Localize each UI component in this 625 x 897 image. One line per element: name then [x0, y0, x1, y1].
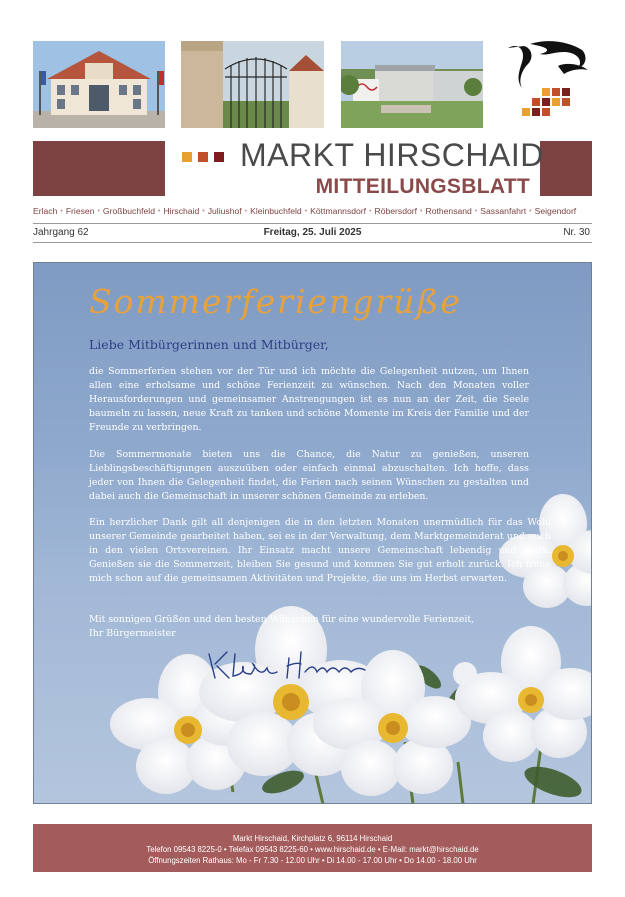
village-separator: •	[97, 207, 100, 215]
mayor-signature	[205, 644, 375, 684]
hirschaid-logo	[500, 40, 592, 118]
village-name: Köttmannsdorf	[310, 206, 367, 216]
village-name: Röbersdorf	[374, 206, 418, 216]
village-name: Friesen	[65, 206, 95, 216]
village-list	[33, 206, 593, 216]
closing-signoff: Ihr Bürgermeister	[89, 628, 176, 639]
issue-number: Nr. 30	[563, 227, 590, 238]
village-separator: •	[529, 207, 532, 215]
building-photo	[341, 41, 483, 128]
greeting-panel	[33, 262, 592, 804]
village-separator: •	[202, 207, 205, 215]
footer-address: Markt Hirschaid, Kirchplatz 6, 96114 Hirschaid	[232, 834, 393, 843]
village-separator: •	[420, 207, 423, 215]
masthead-title: MARKT HIRSCHAID	[240, 137, 544, 173]
issue-date: Freitag, 25. Juli 2025	[263, 227, 362, 238]
village-name: Hirschaid	[163, 206, 200, 216]
village-separator: •	[244, 207, 248, 215]
paragraph: die Sommerferien stehen vor der Tür und ich möchte die Gelegenheit nutzen, um Ihnen allen eine erholsame und schöne Ferienzeit zu wünschen. Nach den Monaten voller Herausforderungen und gemeinsamer Anstrengungen ist es nun an der Zeit, die Seele baumeln zu lassen, neue Kraft zu tanken und schöne Momente im Kreis der Familie und der Freunde zu verbringen.	[89, 366, 529, 433]
village-separator: •	[474, 207, 478, 215]
brand-square	[198, 152, 208, 162]
header-color-block-right	[540, 141, 592, 196]
header-color-block-left	[33, 141, 165, 196]
divider	[33, 223, 592, 224]
village-name: Sassanfahrt	[480, 206, 527, 216]
village-separator: •	[60, 207, 63, 215]
brand-square	[182, 152, 192, 162]
footer	[33, 824, 592, 872]
footer-hours: Öffnungszeiten Rathaus: Mo - Fr 7.30 - 12.00 Uhr • Di 14.00 - 17.00 Uhr • Do 14.00 - 18.00 Uhr	[148, 856, 477, 865]
greeting-title: Sommerferiengrüße	[89, 282, 462, 321]
village-separator: •	[304, 207, 308, 215]
village-separator: •	[158, 207, 161, 215]
village-name: Kleinbuchfeld	[250, 206, 302, 216]
village-name: Erlach	[33, 206, 58, 216]
salutation: Liebe Mitbürgerinnen und Mitbürger,	[89, 337, 329, 352]
paragraph: Die Sommermonate bieten uns die Chance, die Natur zu genießen, unseren Lieblingsbeschäftigungen auszuüben oder einfach einmal abzuschalten. Ich hoffe, dass jeder von Ihnen die Gelegenheit findet, die Ferien nach seinen Wünschen zu gestalten und dabei auch die Gemeinschaft in unserer schönen Gemeinde zu erleben.	[89, 449, 529, 502]
closing	[89, 613, 474, 641]
paragraph: Ein herzlicher Dank gilt all denjenigen die in den letzten Monaten unermüdlich für das Wohl unserer Gemeinde gearbeitet haben, sei es in der Verwaltung, dem Marktgemeinderat und auch in den vielen Ortsvereinen. Ihr Einsatz macht unsere Gemeinschaft lebendig und stark. Genießen sie die Sommerzeit, bleiben Sie gesund und kommen Sie gut erholt zurück. Ich freue mich schon auf die gemeinsamen Aktivitäten und Projekte, die uns im Herbst erwarten.	[89, 517, 551, 584]
town-hall-photo	[33, 41, 165, 128]
castle-gate-photo	[181, 41, 324, 128]
brand-squares	[182, 152, 224, 162]
closing-line: Mit sonnigen Grüßen und den besten Wünschen für eine wundervolle Ferienzeit,	[89, 614, 475, 625]
issue-info-row	[33, 227, 592, 241]
volume-label: Jahrgang 62	[33, 227, 89, 238]
village-name: Rothensand	[425, 206, 472, 216]
footer-contact: Telefon 09543 8225-0 • Telefax 09543 8225-60 • www.hirschaid.de • E-Mail: markt@hirschaid.de	[146, 845, 479, 854]
village-name: Großbuchfeld	[102, 206, 155, 216]
brand-square	[214, 152, 224, 162]
village-separator: •	[369, 207, 372, 215]
divider	[33, 242, 592, 243]
village-name: Juliushof	[207, 206, 242, 216]
village-name: Seigendorf	[534, 206, 577, 216]
masthead-subtitle: MITTEILUNGSBLATT	[315, 175, 530, 198]
